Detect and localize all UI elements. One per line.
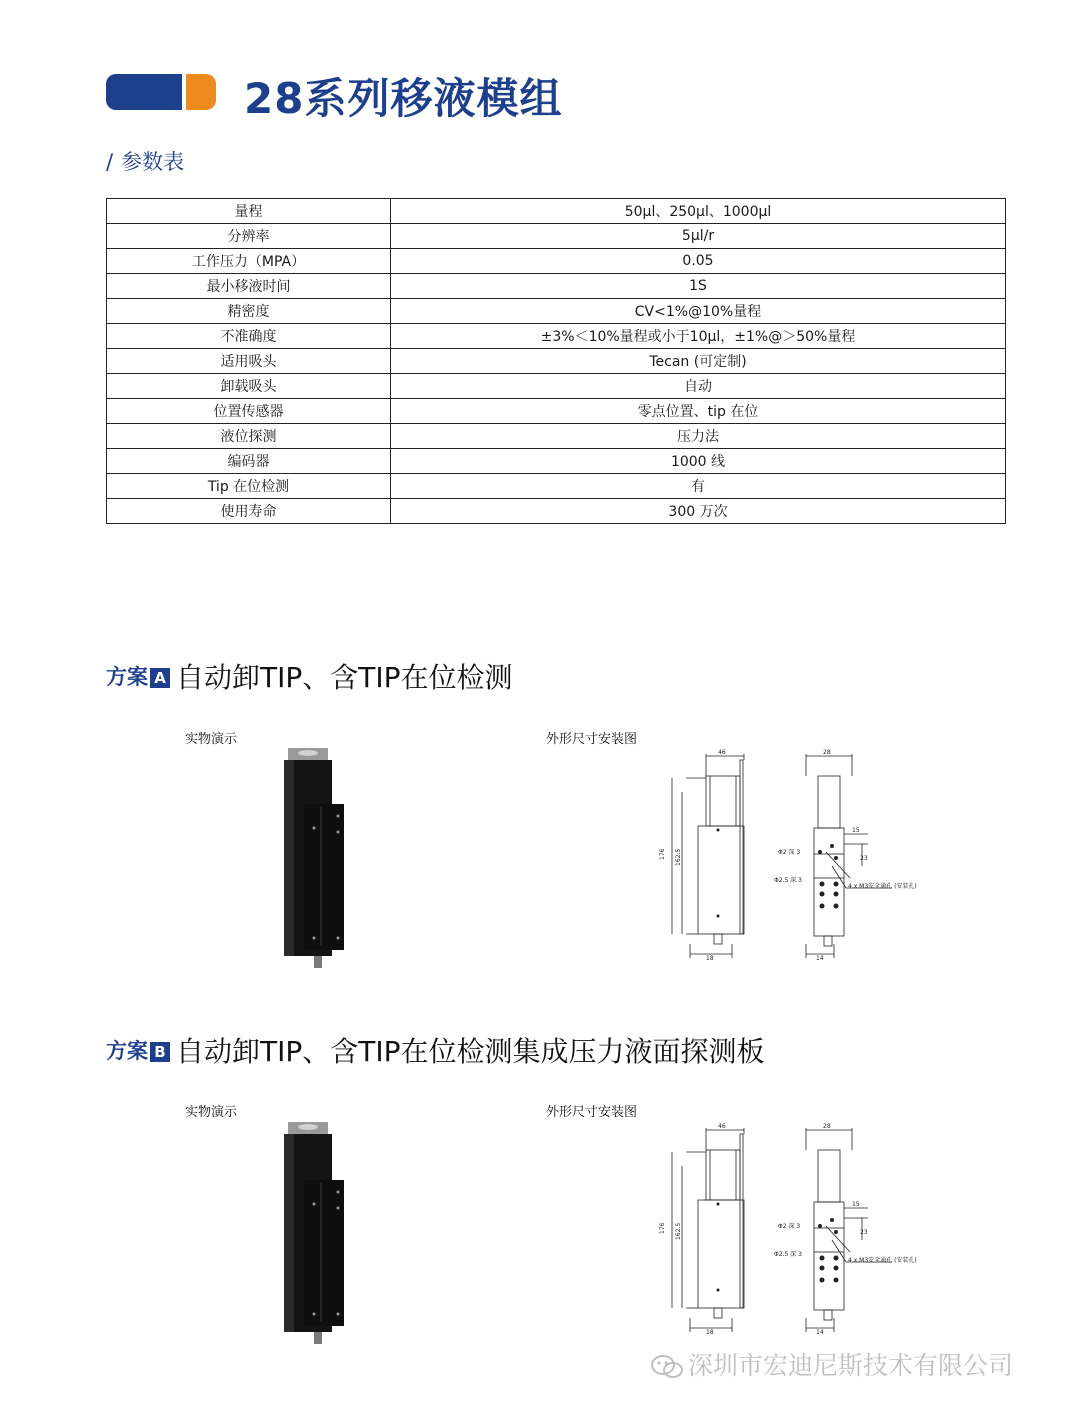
table-row [107, 474, 1006, 499]
dim-15: 15 [852, 1201, 860, 1208]
param-key: Tip 在位检测 [107, 474, 391, 499]
table-row [107, 249, 1006, 274]
param-value: 1S [391, 274, 1006, 299]
table-row [107, 374, 1006, 399]
table-row [107, 449, 1006, 474]
dim-23: 23 [860, 855, 868, 862]
table-row [107, 399, 1006, 424]
param-key: 卸载吸头 [107, 374, 391, 399]
dim-height-total: 176 [659, 1222, 666, 1234]
param-key: 编码器 [107, 449, 391, 474]
scheme-a-photo-label: 实物演示 [185, 732, 238, 747]
param-value: ±3%＜10%量程或小于10µl，±1%@＞50%量程 [391, 324, 1006, 349]
param-key: 量程 [107, 199, 391, 224]
scheme-a-tag: 方案 [106, 665, 148, 689]
param-value: 自动 [391, 374, 1006, 399]
dim-bottom-front: 18 [706, 1329, 714, 1334]
scheme-b-heading [106, 1030, 765, 1070]
param-value: 有 [391, 474, 1006, 499]
scheme-b-photo-label: 实物演示 [185, 1105, 238, 1120]
scheme-b-product-photo [280, 1122, 350, 1344]
dim-hole-c: 4 x M3安全通孔 (安装孔) [848, 883, 917, 890]
dim-15: 15 [852, 827, 860, 834]
param-key: 分辨率 [107, 224, 391, 249]
param-key: 液位探测 [107, 424, 391, 449]
params-section-heading [106, 146, 184, 176]
table-row [107, 299, 1006, 324]
dim-width-side: 28 [823, 1123, 831, 1130]
scheme-a-product-photo [280, 748, 350, 968]
scheme-a-drawing-label: 外形尺寸安装图 [546, 732, 638, 747]
param-value: 50µl、250µl、1000µl [391, 199, 1006, 224]
dim-hole-b: Φ2.5 深 3 [774, 877, 802, 884]
scheme-a-letter: A [150, 668, 170, 688]
dim-hole-a: Φ2 深 3 [778, 849, 801, 856]
logo-blue-block [106, 74, 182, 110]
watermark [650, 1346, 1013, 1382]
table-row [107, 349, 1006, 374]
table-row [107, 324, 1006, 349]
param-key: 位置传感器 [107, 399, 391, 424]
param-key: 适用吸头 [107, 349, 391, 374]
param-value: Tecan (可定制) [391, 349, 1006, 374]
logo-orange-block [186, 74, 216, 110]
param-value: CV<1%@10%量程 [391, 299, 1006, 324]
dim-hole-c: 4 x M3安全通孔 (安装孔) [848, 1257, 917, 1264]
param-value: 5µl/r [391, 224, 1006, 249]
scheme-b-title: 自动卸TIP、含TIP在位检测集成压力液面探测板 [176, 1035, 765, 1068]
param-key: 不准确度 [107, 324, 391, 349]
scheme-b-tag: 方案 [106, 1039, 148, 1063]
page-title: 28系列移液模组 [244, 74, 563, 123]
param-key: 工作压力（MPA） [107, 249, 391, 274]
table-row [107, 499, 1006, 524]
scheme-b-letter: B [150, 1042, 170, 1062]
param-value: 300 万次 [391, 499, 1006, 524]
scheme-a-dimension-drawing [656, 748, 926, 960]
scheme-a-heading [106, 656, 513, 696]
section-slash: / [106, 150, 114, 174]
dim-hole-a: Φ2 深 3 [778, 1223, 801, 1230]
param-key: 最小移液时间 [107, 274, 391, 299]
dim-hole-b: Φ2.5 深 3 [774, 1251, 802, 1258]
dim-height-total: 176 [659, 848, 666, 860]
table-row [107, 199, 1006, 224]
dim-height-body: 162.5 [675, 848, 682, 866]
param-value: 1000 线 [391, 449, 1006, 474]
scheme-a-title: 自动卸TIP、含TIP在位检测 [176, 661, 513, 694]
dim-width-side: 28 [823, 749, 831, 756]
watermark-text: 深圳市宏迪尼斯技术有限公司 [688, 1351, 1014, 1380]
scheme-b-drawing-label: 外形尺寸安装图 [546, 1105, 638, 1120]
dim-bottom-front: 18 [706, 955, 714, 960]
scheme-b-dimension-drawing [656, 1122, 926, 1334]
param-key: 精密度 [107, 299, 391, 324]
table-row [107, 274, 1006, 299]
param-key: 使用寿命 [107, 499, 391, 524]
param-value: 零点位置、tip 在位 [391, 399, 1006, 424]
param-value: 压力法 [391, 424, 1006, 449]
wechat-icon [650, 1353, 684, 1381]
dim-width-front: 46 [718, 1123, 726, 1130]
dim-width-front: 46 [718, 749, 726, 756]
table-row [107, 424, 1006, 449]
dim-23: 23 [860, 1229, 868, 1236]
table-row [107, 224, 1006, 249]
param-value: 0.05 [391, 249, 1006, 274]
dim-bottom-side: 14 [816, 1329, 824, 1334]
brand-logo-bar [106, 74, 216, 110]
params-table [106, 198, 1006, 524]
dim-bottom-side: 14 [816, 955, 824, 960]
params-section-title: 参数表 [121, 150, 185, 174]
dim-height-body: 162.5 [675, 1222, 682, 1240]
